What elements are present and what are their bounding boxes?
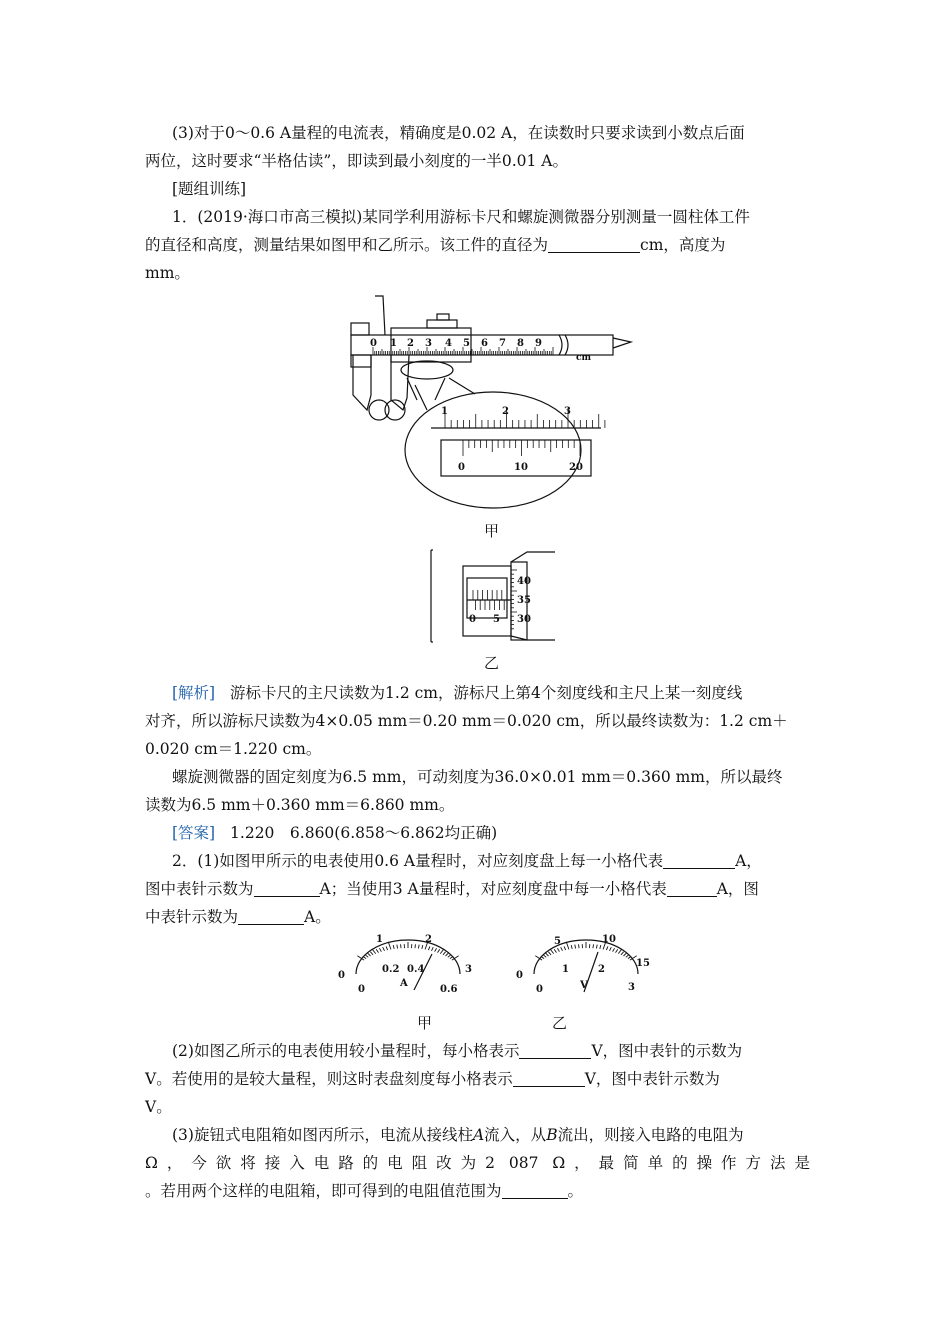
dial-tick	[370, 952, 373, 955]
q2-2-line-2: V。若使用的是较大量程，则这时表盘刻度每小格表示 V，图中表针示数为	[145, 1070, 720, 1088]
answer-blank[interactable]	[513, 1072, 585, 1087]
main-scale-3: 3	[425, 338, 432, 349]
dial-tick	[368, 953, 371, 956]
main-scale-0: 0	[370, 338, 377, 349]
voltmeter-dial	[510, 930, 660, 998]
answer-blank[interactable]	[502, 1184, 568, 1199]
voltmeter-outer-10: 10	[602, 934, 616, 945]
zoom-main-3: 3	[564, 406, 571, 417]
dial-tick	[440, 949, 444, 954]
main-scale-8: 8	[517, 338, 524, 349]
dial-tick	[566, 942, 569, 950]
ammeter-outer-3: 3	[465, 964, 472, 975]
dial-tick	[593, 944, 594, 948]
voltmeter-caption: 乙	[552, 1014, 568, 1032]
voltmeter-unit: V	[580, 980, 588, 991]
main-scale-2: 2	[407, 338, 414, 349]
dial-tick	[621, 952, 624, 955]
q2-line-1: 2．(1)如图甲所示的电表使用0.6 A量程时，对应刻度盘上每一小格代表 A，	[172, 852, 762, 870]
dial-tick	[393, 945, 394, 949]
voltmeter-outer-15: 15	[636, 958, 650, 969]
sleeve-5: 5	[493, 614, 500, 625]
main-scale-1: 1	[390, 338, 397, 349]
analysis-tag: [解析]	[172, 684, 216, 702]
dial-tick	[561, 947, 563, 951]
dial-tick	[571, 945, 572, 949]
zoom-main-2: 2	[502, 406, 509, 417]
dial-tick	[446, 953, 449, 956]
dial-tick	[438, 949, 440, 952]
dial-tick	[626, 955, 629, 958]
dial-tick	[379, 948, 381, 951]
dial-tick	[397, 945, 398, 949]
analysis-line-3: 0.020 cm＝1.220 cm。	[145, 740, 322, 758]
zoom-vernier-20: 20	[569, 462, 583, 473]
q2-line-2: 图中表针示数为 A；当使用3 A量程时，对应刻度盘中每一小格代表 A，图	[145, 880, 759, 898]
dial-tick	[422, 945, 423, 949]
main-scale-9: 9	[535, 338, 542, 349]
dial-tick	[618, 949, 622, 954]
analysis-line-5: 读数为6.5 mm＋0.360 mm＝6.860 mm。	[145, 796, 455, 814]
dial-tick	[450, 956, 453, 958]
dial-tick	[383, 947, 385, 951]
q1-line-3: mm。	[145, 264, 190, 282]
q2-3-line-2: Ω，今欲将接入电路的电阻改为2 087 Ω，最简单的操作方法是	[145, 1154, 810, 1172]
dial-tick	[443, 952, 446, 955]
dial-tick	[579, 944, 580, 948]
micrometer-figure	[425, 548, 560, 644]
q2-2-line-1: (2)如图乙所示的电表使用较小量程时，每小格表示 V，图中表针的示数为	[172, 1042, 743, 1060]
ammeter-outer-2: 2	[425, 934, 432, 945]
voltmeter-outer-5: 5	[554, 936, 561, 947]
answer-blank[interactable]	[519, 1044, 591, 1059]
dial-tick	[386, 946, 388, 950]
main-scale-6: 6	[481, 338, 488, 349]
sleeve-0: 0	[469, 614, 476, 625]
ammeter-inner-0.2: 0.2	[382, 964, 400, 975]
dial-tick	[575, 945, 576, 949]
dial-tick	[448, 955, 451, 958]
dial-tick	[613, 948, 615, 951]
dial-tick	[363, 956, 366, 958]
dial-tick	[548, 952, 551, 955]
dial-tick	[628, 956, 631, 958]
dial-tick	[557, 948, 559, 951]
voltmeter-outer-0: 0	[516, 970, 523, 981]
ammeter-inner-0.4: 0.4	[407, 964, 425, 975]
dial-tick	[546, 953, 549, 956]
answer-blank[interactable]	[238, 910, 304, 925]
dial-tick	[610, 947, 612, 951]
q1-line-2: 的直径和高度，测量结果如图甲和乙所示。该工件的直径为 cm，高度为	[145, 236, 726, 254]
dial-tick	[564, 946, 566, 950]
dial-tick	[428, 946, 430, 950]
answer-tag: [答案]	[172, 824, 216, 842]
q1-line-1: 1．(2019·海口市高三模拟)某同学利用游标卡尺和螺旋测微器分别测量一圆柱体工件	[172, 208, 750, 226]
dial-tick	[401, 944, 402, 948]
q2-3-line-3: 。若用两个这样的电阻箱，即可得到的电阻值范围为 。	[145, 1182, 584, 1200]
voltmeter-inner-0: 0	[536, 984, 543, 995]
dial-tick	[624, 953, 627, 956]
answer-line: [答案] 1.220 6.860(6.858～6.862均正确)	[172, 824, 498, 842]
ammeter-inner-0.6: 0.6	[440, 984, 458, 995]
q2-2-line-3: V。	[145, 1098, 172, 1116]
figure-caption-yi: 乙	[484, 654, 500, 672]
thimble-40: 40	[517, 576, 531, 587]
intro-line-2: 两位，这时要求“半格估读”，即读到最小刻度的一半0.01 A。	[145, 152, 568, 170]
zoom-vernier-0: 0	[458, 462, 465, 473]
ammeter-dial	[332, 930, 472, 998]
dial-tick	[435, 948, 437, 951]
ammeter-caption: 甲	[417, 1014, 433, 1032]
dial-tick	[596, 945, 597, 949]
dial-tick	[543, 955, 546, 958]
figure-caption-jia: 甲	[484, 522, 500, 540]
voltmeter-inner-3: 3	[628, 982, 635, 993]
main-scale-5: 5	[463, 338, 470, 349]
zoom-main-1: 1	[441, 406, 448, 417]
caliper-unit-label: cm	[576, 353, 592, 363]
analysis-line-1: [解析] 游标卡尺的主尺读数为1.2 cm，游标尺上第4个刻度线和主尺上某一刻度线	[172, 684, 743, 702]
vernier-caliper-figure	[345, 290, 635, 510]
dial-tick	[365, 955, 368, 958]
answer-blank[interactable]	[663, 854, 735, 869]
dial-tick	[550, 949, 554, 954]
answer-blank[interactable]	[548, 238, 640, 253]
ammeter-inner-0: 0	[358, 984, 365, 995]
answer-blank[interactable]	[254, 882, 320, 897]
dial-tick	[388, 942, 391, 950]
intro-line-1: (3)对于0～0.6 A量程的电流表，精确度是0.02 A，在读数时只要求读到小数点后面	[172, 124, 745, 142]
voltmeter-inner-2: 2	[598, 964, 605, 975]
dial-tick	[554, 949, 556, 952]
ammeter-outer-0: 0	[338, 970, 345, 981]
voltmeter-inner-1: 1	[562, 964, 569, 975]
section-label: [题组训练]	[172, 180, 247, 198]
dial-tick	[616, 949, 618, 952]
main-scale-4: 4	[445, 338, 452, 349]
analysis-line-2: 对齐，所以游标尺读数为4×0.05 mm＝0.20 mm＝0.020 cm，所以最终读数为：1.2 cm＋	[145, 712, 788, 730]
main-scale-7: 7	[499, 338, 506, 349]
ammeter-outer-1: 1	[376, 934, 383, 945]
analysis-line-4: 螺旋测微器的固定刻度为6.5 mm，可动刻度为36.0×0.01 mm＝0.360 mm，所以最终	[172, 768, 783, 786]
q2-3-line-1: (3)旋钮式电阻箱如图丙所示，电流从接线柱A流入，从B流出，则接入电路的电阻为	[172, 1126, 744, 1144]
dial-tick	[606, 946, 608, 950]
dial-tick	[600, 945, 601, 949]
dial-tick	[376, 949, 378, 952]
dial-tick	[415, 944, 416, 948]
answer-blank[interactable]	[667, 882, 717, 897]
thimble-30: 30	[517, 614, 531, 625]
dial-tick	[372, 949, 376, 954]
dial-tick	[541, 956, 544, 958]
zoom-vernier-10: 10	[514, 462, 528, 473]
dial-tick	[432, 947, 434, 951]
ammeter-unit: A	[400, 978, 408, 989]
q2-line-3: 中表针示数为 A。	[145, 908, 331, 926]
dial-tick	[418, 945, 419, 949]
thimble-35: 35	[517, 595, 531, 606]
